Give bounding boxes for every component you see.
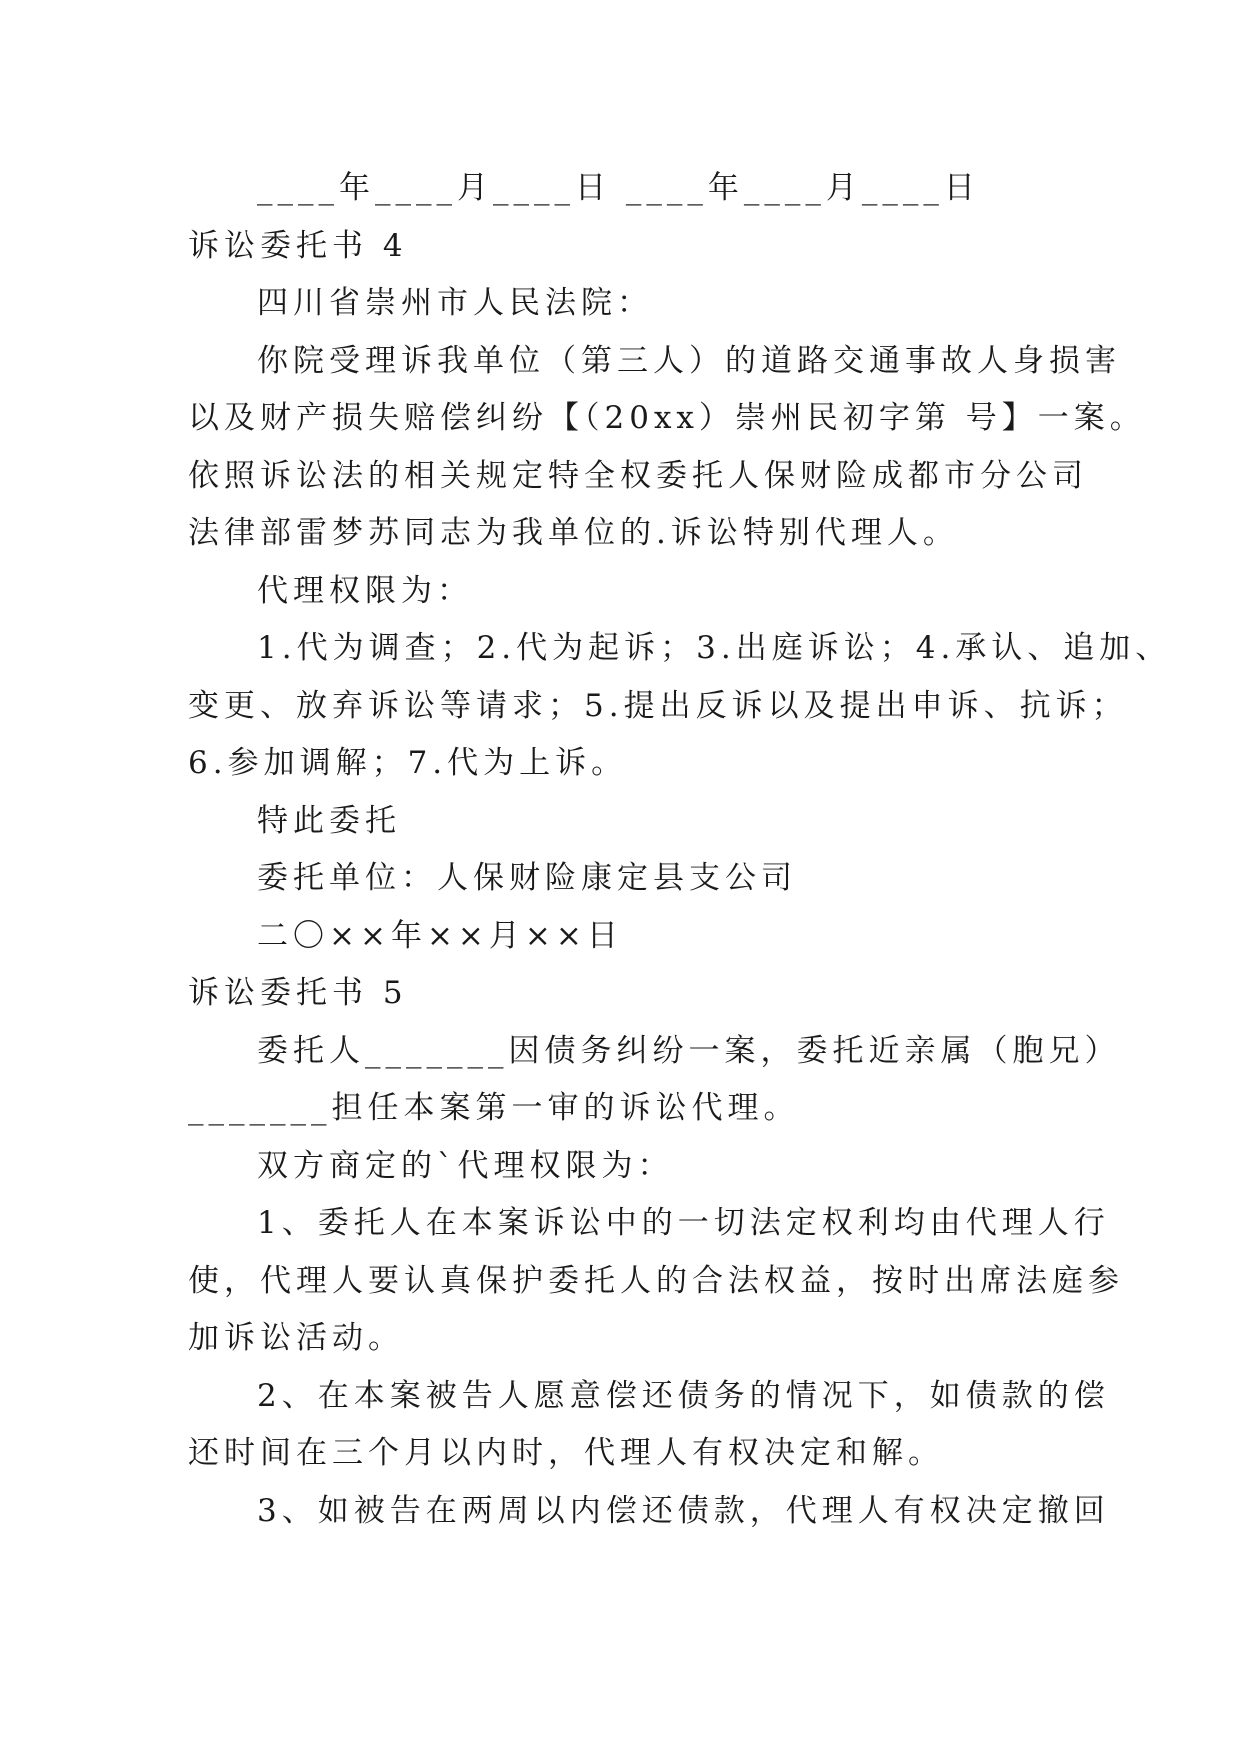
- section4-scope-line: 变更、放弃诉讼等请求；5.提出反诉以及提出申诉、抗诉；: [188, 688, 1128, 724]
- section4-closing: 特此委托: [257, 803, 401, 839]
- section4-body-line: 你院受理诉我单位（第三人）的道路交通事故人身损害: [257, 343, 1121, 379]
- section5-intro-line: 委托人_______因债务纠纷一案，委托近亲属（胞兄）: [257, 1033, 1121, 1069]
- section5-item-line: 3、如被告在两周以内偿还债款，代理人有权决定撤回: [257, 1493, 1110, 1529]
- section4-scope-line: 6.参加调解；7.代为上诉。: [188, 745, 628, 781]
- section4-addressee: 四川省崇州市人民法院：: [257, 285, 653, 321]
- section5-item-line: 还时间在三个月以内时，代理人有权决定和解。: [188, 1435, 944, 1471]
- section5-scope-title: 双方商定的`代理权限为：: [257, 1148, 674, 1184]
- section5-item-line: 1、委托人在本案诉讼中的一切法定权利均由代理人行: [257, 1205, 1110, 1241]
- section5-item-line: 2、在本案被告人愿意偿还债务的情况下，如债款的偿: [257, 1378, 1110, 1414]
- section4-principal: 委托单位：人保财险康定县支公司: [257, 860, 797, 896]
- section5-title: 诉讼委托书 5: [188, 975, 408, 1011]
- section5-intro-line: _______担任本案第一审的诉讼代理。: [188, 1090, 800, 1126]
- section4-body-line: 以及财产损失赔偿纠纷【（20xx）崇州民初字第 号】一案。: [188, 400, 1146, 436]
- section4-scope-title: 代理权限为：: [257, 573, 473, 609]
- signature-date-line: ____年____月____日 ____年____月____日: [257, 170, 980, 206]
- section4-scope-line: 1.代为调查；2.代为起诉；3.出庭诉讼；4.承认、追加、: [257, 630, 1172, 666]
- section5-item-line: 使，代理人要认真保护委托人的合法权益，按时出席法庭参: [188, 1263, 1124, 1299]
- section4-date: 二〇××年××月××日: [257, 918, 623, 954]
- section5-item-line: 加诉讼活动。: [188, 1320, 404, 1356]
- section4-body-line: 法律部雷梦苏同志为我单位的.诉讼特别代理人。: [188, 515, 959, 551]
- section4-title: 诉讼委托书 4: [188, 228, 408, 264]
- section4-body-line: 依照诉讼法的相关规定特全权委托人保财险成都市分公司: [188, 458, 1088, 494]
